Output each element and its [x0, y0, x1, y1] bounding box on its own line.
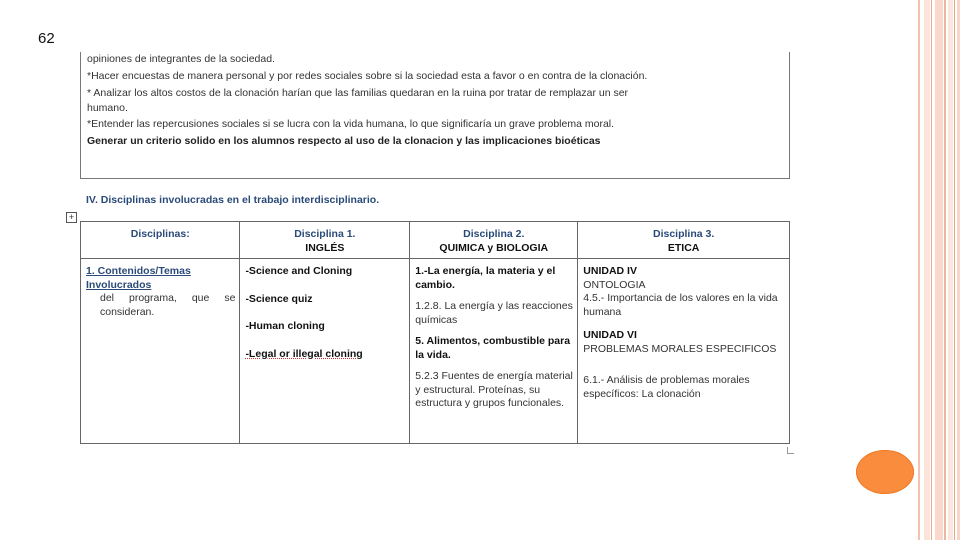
section-title: IV. Disciplinas involucradas en el trabajo interdisciplinario. — [86, 194, 380, 206]
unit-title: UNIDAD VI — [583, 329, 637, 341]
etica-topics-cell — [578, 259, 790, 444]
decorative-stripe — [918, 0, 920, 540]
topic-item: 5.2.3 Fuentes de energía material y estructural. Proteínas, su estructura y grupos funcionales. — [415, 370, 573, 409]
header-cell — [410, 222, 578, 259]
topic-item: 1.2.8. La energía y las reacciones químicas — [415, 300, 573, 326]
table-row — [81, 259, 790, 444]
topic-item: 1.-La energía, la materia y el cambio. — [415, 265, 556, 291]
header-cell — [240, 222, 410, 259]
header-subtitle: ETICA — [667, 242, 700, 254]
decorative-stripe — [931, 0, 932, 540]
header-title: Disciplina 1. — [294, 228, 356, 240]
topic-item: -Science and Cloning — [245, 265, 353, 277]
table-resize-handle[interactable] — [787, 447, 794, 454]
header-title: Disciplina 2. — [463, 228, 525, 240]
row-label-title: 1. Contenidos/Temas Involucrados — [86, 265, 191, 291]
row-label-desc: del programa, que se consideran. — [100, 292, 236, 318]
quimica-topics-cell — [410, 259, 578, 444]
objectives-box — [80, 52, 790, 179]
unit-item: 4.5.- Importancia de los valores en la vida humana — [583, 292, 778, 318]
objective-line: opiniones de integrantes de la sociedad. — [87, 53, 275, 65]
ingles-topics-cell — [240, 259, 410, 444]
disciplines-table — [80, 221, 790, 444]
topic-item: 5. Alimentos, combustible para la vida. — [415, 335, 571, 361]
topic-item: -Human cloning — [245, 320, 325, 332]
table-header-row — [81, 222, 790, 259]
topic-item: -Science quiz — [245, 292, 313, 305]
decorative-stripe — [944, 0, 946, 540]
orange-circle-decoration — [856, 450, 914, 494]
unit-title: UNIDAD IV — [583, 265, 637, 277]
objective-line: * Analizar los altos costos de la clonación harían que las familias quedaran en la ruina por tratar de remplazar un ser — [87, 87, 629, 99]
objective-line-bold: Generar un criterio solido en los alumnos respecto al uso de la clonacion y las implicaciones bioéticas — [87, 135, 601, 147]
topic-item: -Legal or illegal cloning — [245, 347, 363, 360]
header-title: Disciplinas: — [130, 228, 190, 240]
objective-line: *Entender las repercusiones sociales si se lucra con la vida humana, lo que significaría un grave problema moral. — [87, 118, 615, 130]
header-cell — [81, 222, 240, 259]
objective-line: *Hacer encuestas de manera personal y por redes sociales sobre si la sociedad esta a favor o en contra de la clonación. — [87, 70, 648, 82]
unit-subtitle: PROBLEMAS MORALES ESPECIFICOS — [583, 342, 777, 355]
header-title: Disciplina 3. — [653, 228, 715, 240]
decorative-stripe — [924, 0, 930, 540]
decorative-stripe — [935, 0, 943, 540]
table-move-handle-icon[interactable]: + — [66, 212, 77, 223]
unit-item: 6.1.- Análisis de problemas morales específicos: La clonación — [583, 374, 750, 400]
unit-subtitle: ONTOLOGIA — [583, 278, 646, 291]
decorative-stripe — [948, 0, 953, 540]
header-cell — [578, 222, 790, 259]
header-subtitle: QUIMICA y BIOLOGIA — [439, 242, 549, 254]
contents-label-cell — [81, 259, 240, 444]
decorative-stripe — [954, 0, 955, 540]
objective-line: humano. — [87, 102, 128, 114]
header-subtitle: INGLÉS — [305, 242, 345, 254]
slide-number: 62 — [38, 30, 55, 47]
